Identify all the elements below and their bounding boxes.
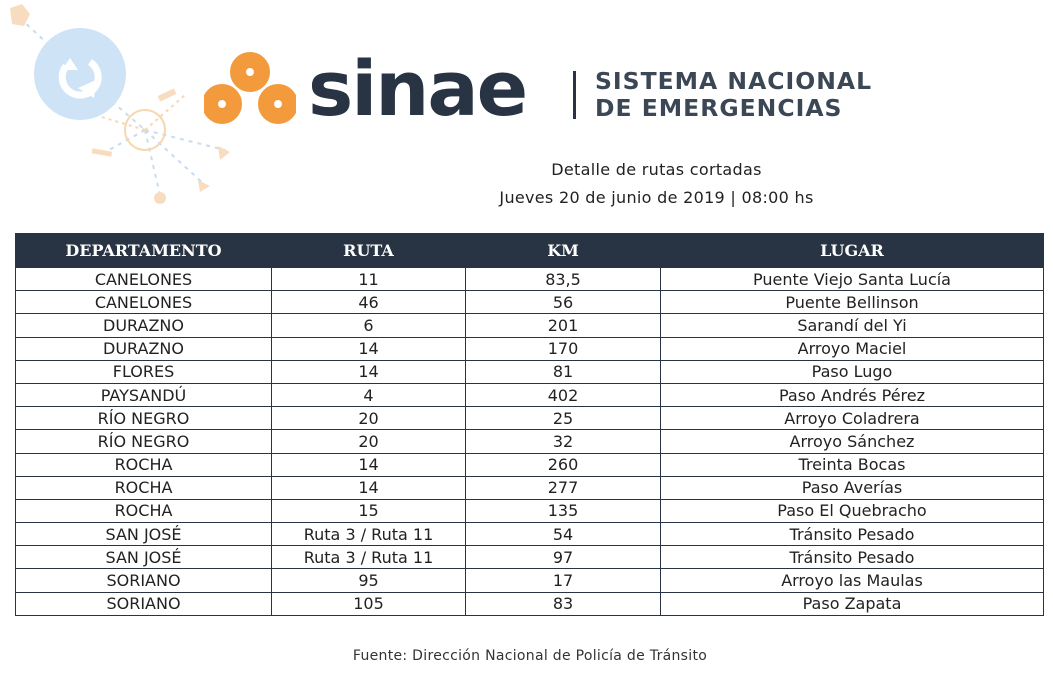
cell-lugar: Arroyo Sánchez bbox=[661, 430, 1044, 453]
cell-lugar: Puente Viejo Santa Lucía bbox=[661, 268, 1044, 291]
table-row bbox=[16, 337, 1044, 360]
cell-km: 135 bbox=[466, 499, 661, 522]
brand-tagline bbox=[595, 68, 872, 122]
cell-km: 83 bbox=[466, 592, 661, 615]
cell-lugar: Paso Averías bbox=[661, 476, 1044, 499]
table-row bbox=[16, 523, 1044, 546]
table-row bbox=[16, 407, 1044, 430]
cell-departamento: ROCHA bbox=[16, 499, 272, 522]
cell-departamento: SAN JOSÉ bbox=[16, 523, 272, 546]
cell-lugar: Tránsito Pesado bbox=[661, 523, 1044, 546]
cell-km: 81 bbox=[466, 360, 661, 383]
cell-departamento: RÍO NEGRO bbox=[16, 407, 272, 430]
cell-km: 97 bbox=[466, 546, 661, 569]
cell-lugar: Paso Lugo bbox=[661, 360, 1044, 383]
cell-km: 402 bbox=[466, 383, 661, 406]
cell-ruta: 14 bbox=[272, 337, 466, 360]
cell-km: 25 bbox=[466, 407, 661, 430]
cell-ruta: 4 bbox=[272, 383, 466, 406]
cell-ruta: 14 bbox=[272, 360, 466, 383]
table-row bbox=[16, 360, 1044, 383]
table-row bbox=[16, 546, 1044, 569]
tagline-line-1: SISTEMA NACIONAL bbox=[595, 67, 873, 95]
table-row bbox=[16, 314, 1044, 337]
column-header-km: KM bbox=[466, 234, 661, 268]
table-row bbox=[16, 383, 1044, 406]
cell-ruta: 6 bbox=[272, 314, 466, 337]
cell-departamento: DURAZNO bbox=[16, 314, 272, 337]
cell-km: 83,5 bbox=[466, 268, 661, 291]
column-header-ruta: RUTA bbox=[272, 234, 466, 268]
cell-departamento: CANELONES bbox=[16, 291, 272, 314]
cell-departamento: ROCHA bbox=[16, 476, 272, 499]
cell-departamento: PAYSANDÚ bbox=[16, 383, 272, 406]
cell-departamento: SORIANO bbox=[16, 569, 272, 592]
cell-departamento: SAN JOSÉ bbox=[16, 546, 272, 569]
report-title: Detalle de rutas cortadas bbox=[551, 160, 762, 179]
cell-km: 201 bbox=[466, 314, 661, 337]
tagline-line-2: DE EMERGENCIAS bbox=[595, 94, 843, 122]
table-row bbox=[16, 453, 1044, 476]
cell-km: 277 bbox=[466, 476, 661, 499]
cell-ruta: 14 bbox=[272, 453, 466, 476]
brand-name: sinae bbox=[308, 44, 527, 133]
cell-lugar: Sarandí del Yi bbox=[661, 314, 1044, 337]
table-row bbox=[16, 499, 1044, 522]
column-header-lugar: LUGAR bbox=[661, 234, 1044, 268]
logo-divider bbox=[573, 71, 576, 119]
table-row bbox=[16, 430, 1044, 453]
cell-ruta: 46 bbox=[272, 291, 466, 314]
cell-ruta: 105 bbox=[272, 592, 466, 615]
cell-ruta: 95 bbox=[272, 569, 466, 592]
table-row bbox=[16, 268, 1044, 291]
table-row bbox=[16, 476, 1044, 499]
table-header-row bbox=[16, 234, 1044, 268]
cell-km: 17 bbox=[466, 569, 661, 592]
cell-km: 170 bbox=[466, 337, 661, 360]
cell-lugar: Puente Bellinson bbox=[661, 291, 1044, 314]
cell-ruta: Ruta 3 / Ruta 11 bbox=[272, 546, 466, 569]
routes-table bbox=[15, 233, 1044, 616]
cell-ruta: 20 bbox=[272, 407, 466, 430]
cell-ruta: 14 bbox=[272, 476, 466, 499]
table-row bbox=[16, 291, 1044, 314]
cell-ruta: 15 bbox=[272, 499, 466, 522]
cell-lugar: Paso Zapata bbox=[661, 592, 1044, 615]
sinae-logo-icon bbox=[204, 52, 296, 124]
cell-ruta: 11 bbox=[272, 268, 466, 291]
cell-lugar: Arroyo Coladrera bbox=[661, 407, 1044, 430]
cell-lugar: Arroyo Maciel bbox=[661, 337, 1044, 360]
cell-lugar: Arroyo las Maulas bbox=[661, 569, 1044, 592]
cell-departamento: DURAZNO bbox=[16, 337, 272, 360]
cell-km: 56 bbox=[466, 291, 661, 314]
cell-km: 260 bbox=[466, 453, 661, 476]
cell-departamento: CANELONES bbox=[16, 268, 272, 291]
column-header-departamento: DEPARTAMENTO bbox=[16, 234, 272, 268]
cell-departamento: RÍO NEGRO bbox=[16, 430, 272, 453]
table-row bbox=[16, 592, 1044, 615]
cell-lugar: Treinta Bocas bbox=[661, 453, 1044, 476]
cell-departamento: FLORES bbox=[16, 360, 272, 383]
cell-departamento: SORIANO bbox=[16, 592, 272, 615]
report-date: Jueves 20 de junio de 2019 | 08:00 hs bbox=[499, 188, 814, 207]
cell-lugar: Paso Andrés Pérez bbox=[661, 383, 1044, 406]
table-row bbox=[16, 569, 1044, 592]
cell-km: 32 bbox=[466, 430, 661, 453]
source-note: Fuente: Dirección Nacional de Policía de Tránsito bbox=[352, 648, 708, 664]
cell-ruta: Ruta 3 / Ruta 11 bbox=[272, 523, 466, 546]
cell-lugar: Paso El Quebracho bbox=[661, 499, 1044, 522]
cell-km: 54 bbox=[466, 523, 661, 546]
cell-departamento: ROCHA bbox=[16, 453, 272, 476]
cell-ruta: 20 bbox=[272, 430, 466, 453]
cell-lugar: Tránsito Pesado bbox=[661, 546, 1044, 569]
